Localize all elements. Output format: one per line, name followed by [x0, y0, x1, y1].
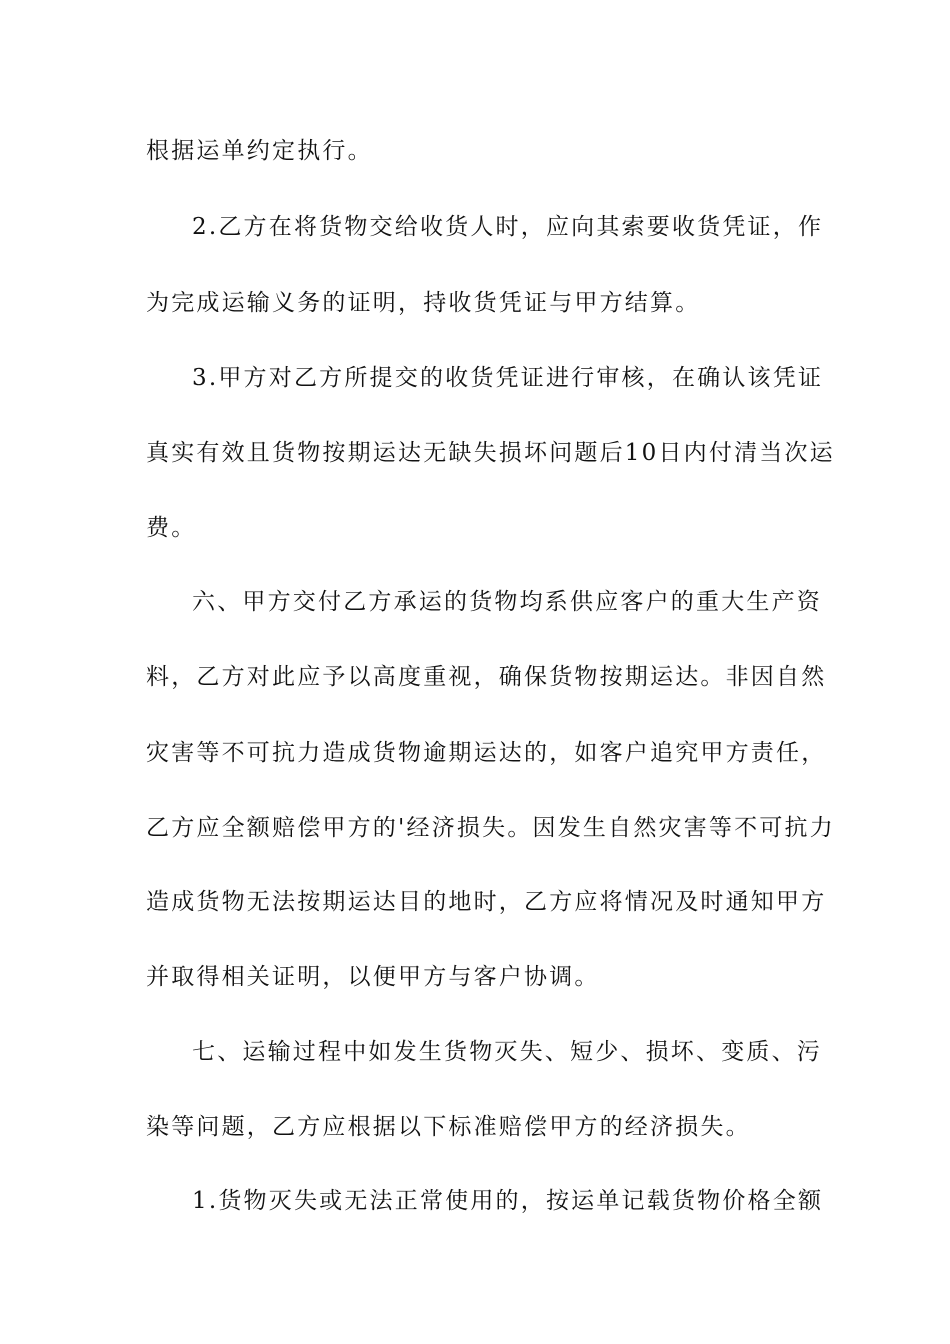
paragraph-line: 并取得相关证明，以便甲方与客户协调。: [146, 964, 600, 990]
paragraph-line: 造成货物无法按期运达目的地时，乙方应将情况及时通知甲方: [146, 889, 827, 915]
paragraph-line: 六、甲方交付乙方承运的货物均系供应客户的重大生产资: [192, 589, 822, 615]
paragraph-line: 料，乙方对此应予以高度重视，确保货物按期运达。非因自然: [146, 664, 827, 690]
paragraph-line: 灾害等不可抗力造成货物逾期运达的，如客户追究甲方责任，: [146, 740, 827, 766]
paragraph-line: 根据运单约定执行。: [146, 138, 373, 164]
paragraph-line: 费。: [146, 515, 197, 541]
paragraph-line: 染等问题，乙方应根据以下标准赔偿甲方的经济损失。: [146, 1114, 751, 1140]
paragraph-line: 3.甲方对乙方所提交的收货凭证进行审核，在确认该凭证: [192, 365, 824, 391]
paragraph-line: 2.乙方在将货物交给收货人时，应向其索要收货凭证，作: [192, 214, 824, 240]
paragraph-line: 为完成运输义务的证明，持收货凭证与甲方结算。: [146, 290, 701, 316]
paragraph-line: 乙方应全额赔偿甲方的'经济损失。因发生自然灾害等不可抗力: [146, 815, 835, 841]
paragraph-line: 1.货物灭失或无法正常使用的，按运单记载货物价格全额: [192, 1188, 824, 1214]
paragraph-line: 真实有效且货物按期运达无缺失损坏问题后10日内付清当次运: [146, 440, 835, 466]
paragraph-line: 七、运输过程中如发生货物灭失、短少、损坏、变质、污: [192, 1039, 822, 1065]
